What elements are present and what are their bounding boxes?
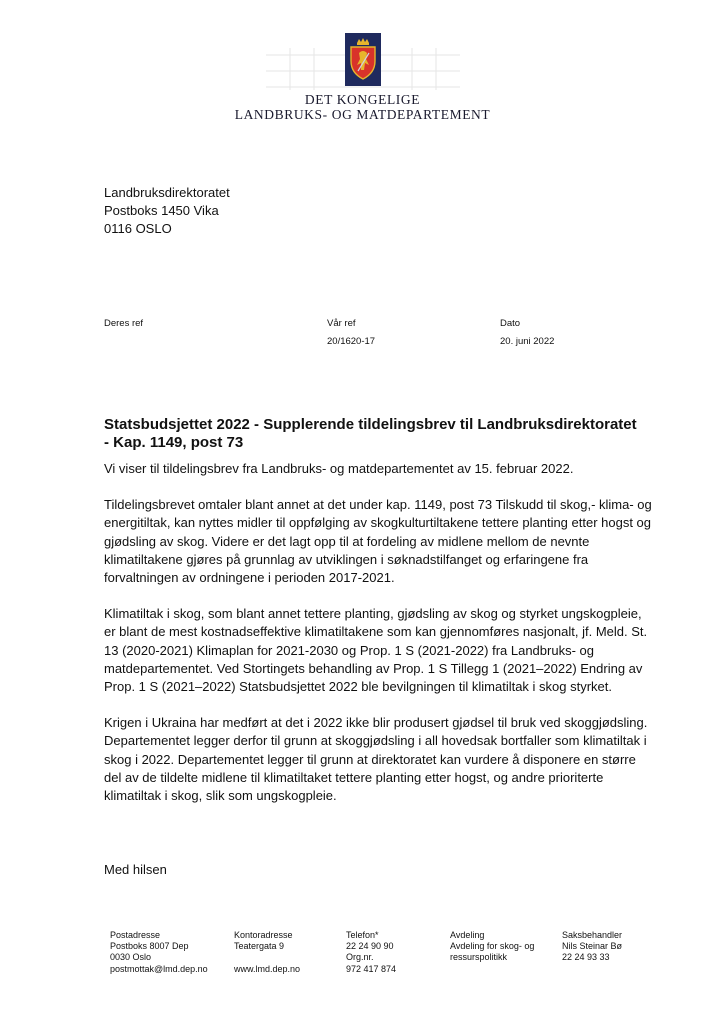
footer-saksbehandler-label: Saksbehandler	[562, 930, 623, 940]
letterhead	[0, 30, 725, 122]
footer-saksbehandler	[562, 930, 622, 964]
footer-avdeling-label: Avdeling	[450, 930, 485, 940]
deres-ref	[104, 318, 143, 336]
paragraph-1: Vi viser til tildelingsbrev fra Landbruks- og matdepartementet av 15. februar 2022.	[104, 461, 574, 476]
footer-website: www.lmd.dep.no	[234, 963, 301, 974]
recipient-address	[104, 184, 230, 238]
letter-body	[104, 460, 656, 823]
footer-postadresse-line: Postboks 8007 Dep	[110, 941, 189, 952]
ministry-line-1: DET KONGELIGE	[304, 92, 421, 107]
footer-orgnr-label: Org.nr.	[346, 952, 374, 963]
footer-telefon	[346, 930, 396, 975]
footer-postadresse	[110, 930, 208, 975]
footer-avdeling	[450, 930, 534, 964]
footer-orgnr-value: 972 417 874	[346, 963, 397, 974]
dato-value: 20. juni 2022	[500, 336, 555, 347]
footer-avdeling-line: Avdeling for skog- og	[450, 941, 535, 952]
paragraph-3: Klimatiltak i skog, som blant annet tettere planting, gjødsling av skog og styrket ungskogpleie, er blant de mest kostnadseffektive klimatiltakene som kan gjennomføres nasjonalt, jf. Meld. St. 13 (2020-2021) Klimaplan for 2021-2030 og Prop. 1 S (2021-2022) fra Landbruks- og matdepartementet. Ved Stortingets behandling av Prop. 1 S Tillegg 1 (2021–2022) Endring av Prop. 1 S (2021–2022) Statsbudsjettet 2022 ble bevilgningen til klimatiltak i skog styrket.	[104, 606, 648, 695]
footer-kontoradresse-line: Teatergata 9	[234, 941, 285, 952]
footer-saksbehandler-phone: 22 24 93 33	[562, 952, 610, 963]
recipient-line-1: Landbruksdirektoratet	[104, 185, 230, 200]
crest-area	[238, 30, 488, 90]
footer-kontoradresse	[234, 930, 300, 975]
footer-postadresse-label: Postadresse	[110, 930, 161, 940]
paragraph-2: Tildelingsbrevet omtaler blant annet at det under kap. 1149, post 73 Tilskudd til skog,- klima- og energitiltak, kan nyttes midler til oppfølging av skogkulturtiltakene tettere planting etter hogst og gjødsling av skog. Videre er det lagt opp til at fordeling av midlene mellom de nevnte klimatiltakene gjøres på grunnlag av utviklingen i søknadstilfanget og erfaringene fra forvaltningen av ordningene i perioden 2017-2021.	[104, 497, 652, 586]
footer-avdeling-line: ressurspolitikk	[450, 952, 508, 963]
norwegian-coat-of-arms-icon	[345, 33, 381, 86]
footer-kontoradresse-line	[234, 952, 300, 963]
paragraph-4: Krigen i Ukraina har medført at det i 2022 ikke blir produsert gjødsel til bruk ved skoggjødsling. Departementet legger derfor til grunn at skoggjødsling i all hovedsak bortfaller som klimatiltak i skog i 2022. Departementet legger til grunn at direktoratet kan vurdere å disponere en større del av de tildelte midlene til klimatiltaket tettere planting etter hogst, og andre prioriterte klimatiltak i skog, slik som ungskogpleie.	[104, 715, 648, 804]
footer-kontoradresse-label: Kontoradresse	[234, 930, 293, 940]
var-ref-label: Vår ref	[327, 318, 356, 329]
recipient-line-3: 0116 OSLO	[104, 221, 172, 236]
ministry-name	[0, 92, 725, 122]
footer-saksbehandler-name: Nils Steinar Bø	[562, 941, 623, 952]
footer-telefon-label: Telefon*	[346, 930, 379, 940]
footer-email: postmottak@lmd.dep.no	[110, 963, 208, 974]
footer-telefon-line: 22 24 90 90	[346, 941, 394, 952]
letter-title: Statsbudsjettet 2022 - Supplerende tildelingsbrev til Landbruksdirektoratet - Kap. 1149, post 73	[104, 416, 637, 451]
var-ref-value: 20/1620-17	[327, 336, 376, 347]
closing: Med hilsen	[104, 862, 167, 877]
footer-postadresse-line: 0030 Oslo	[110, 952, 152, 963]
var-ref	[327, 318, 375, 347]
ministry-line-2: LANDBRUKS- OG MATDEPARTEMENT	[234, 107, 491, 122]
recipient-line-2: Postboks 1450 Vika	[104, 203, 219, 218]
deres-ref-label: Deres ref	[104, 318, 144, 329]
dato	[500, 318, 554, 347]
dato-label: Dato	[500, 318, 521, 329]
